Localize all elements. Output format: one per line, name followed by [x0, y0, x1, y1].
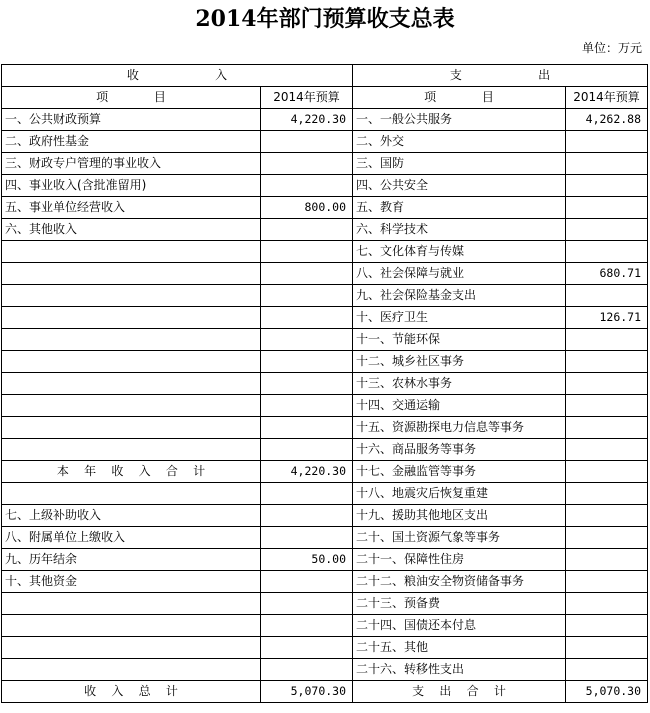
- income-item-cell: [2, 241, 261, 263]
- expense-value-cell: [566, 395, 648, 417]
- page-title: 2014年部门预算收支总表: [195, 6, 455, 32]
- expense-item-cell: 十八、地震灾后恢复重建: [353, 483, 566, 505]
- table-row: [2, 131, 648, 153]
- table-row: [2, 417, 648, 439]
- income-value-cell: [261, 527, 353, 549]
- table-row: [2, 637, 648, 659]
- income-value-cell: [261, 615, 353, 637]
- expense-item-cell: 十九、援助其他地区支出: [353, 505, 566, 527]
- expense-value-cell: [566, 153, 648, 175]
- expense-value-cell: [566, 131, 648, 153]
- table-row: [2, 549, 648, 571]
- table-row: [2, 571, 648, 593]
- table-row: [2, 439, 648, 461]
- expense-budget-header: 2014年预算: [566, 87, 648, 109]
- expense-item-cell: 七、文化体育与传媒: [353, 241, 566, 263]
- expense-value-cell: [566, 175, 648, 197]
- table-row: [2, 483, 648, 505]
- expense-value-cell: 4,262.88: [566, 109, 648, 131]
- income-item-cell: 十、其他资金: [2, 571, 261, 593]
- expense-value-cell: [566, 241, 648, 263]
- income-item-cell: [2, 593, 261, 615]
- table-row: [2, 527, 648, 549]
- expense-value-cell: [566, 329, 648, 351]
- income-item-cell: [2, 351, 261, 373]
- expense-item-cell: 十二、城乡社区事务: [353, 351, 566, 373]
- expense-value-cell: [566, 549, 648, 571]
- expense-value-cell: [566, 439, 648, 461]
- expense-value-cell: [566, 373, 648, 395]
- expense-value-cell: [566, 527, 648, 549]
- expense-item-cell: 二十一、保障性住房: [353, 549, 566, 571]
- expense-item-cell: 十六、商品服务等事务: [353, 439, 566, 461]
- income-value-cell: 800.00: [261, 197, 353, 219]
- income-total-value: 5,070.30: [261, 681, 353, 703]
- expense-item-cell: 二十三、预备费: [353, 593, 566, 615]
- income-item-cell: 六、其他收入: [2, 219, 261, 241]
- expense-item-header: 项 目: [353, 87, 566, 109]
- table-row: [2, 109, 648, 131]
- expense-item-cell: 十三、农林水事务: [353, 373, 566, 395]
- income-item-cell: 三、财政专户管理的事业收入: [2, 153, 261, 175]
- expense-value-cell: [566, 351, 648, 373]
- expense-value-cell: 126.71: [566, 307, 648, 329]
- expense-total-value: 5,070.30: [566, 681, 648, 703]
- unit-label: 单位：万元: [581, 41, 642, 55]
- income-item-cell: 七、上级补助收入: [2, 505, 261, 527]
- income-value-cell: [261, 329, 353, 351]
- expense-value-cell: [566, 637, 648, 659]
- section-header-row: [2, 65, 648, 87]
- income-value-cell: [261, 285, 353, 307]
- income-value-cell: [261, 263, 353, 285]
- income-value-cell: [261, 175, 353, 197]
- table-row: [2, 461, 648, 483]
- expense-item-cell: 十四、交通运输: [353, 395, 566, 417]
- table-row: [2, 351, 648, 373]
- table-row: [2, 593, 648, 615]
- income-item-cell: [2, 615, 261, 637]
- income-item-cell: [2, 285, 261, 307]
- expense-item-cell: 三、国防: [353, 153, 566, 175]
- expense-item-cell: 十、医疗卫生: [353, 307, 566, 329]
- income-value-cell: 4,220.30: [261, 461, 353, 483]
- expense-item-cell: 六、科学技术: [353, 219, 566, 241]
- expense-item-cell: 二十二、粮油安全物资储备事务: [353, 571, 566, 593]
- income-value-cell: [261, 307, 353, 329]
- expense-value-cell: [566, 593, 648, 615]
- table-row: [2, 307, 648, 329]
- income-value-cell: [261, 417, 353, 439]
- income-value-cell: [261, 395, 353, 417]
- column-header-row: [2, 87, 648, 109]
- income-item-cell: 本 年 收 入 合 计: [2, 461, 261, 483]
- income-item-cell: [2, 373, 261, 395]
- income-total-label: 收 入 总 计: [2, 681, 261, 703]
- income-header: 收 入: [2, 65, 353, 87]
- expense-value-cell: [566, 505, 648, 527]
- income-value-cell: [261, 241, 353, 263]
- income-value-cell: [261, 659, 353, 681]
- income-item-cell: 四、事业收入(含批准留用): [2, 175, 261, 197]
- income-item-cell: [2, 417, 261, 439]
- expense-item-cell: 十五、资源勘探电力信息等事务: [353, 417, 566, 439]
- income-item-cell: [2, 659, 261, 681]
- expense-header: 支 出: [353, 65, 648, 87]
- expense-item-cell: 二十六、转移性支出: [353, 659, 566, 681]
- income-item-cell: [2, 307, 261, 329]
- income-item-cell: [2, 263, 261, 285]
- income-value-cell: [261, 593, 353, 615]
- expense-item-cell: 九、社会保险基金支出: [353, 285, 566, 307]
- table-row: [2, 505, 648, 527]
- table-row: [2, 659, 648, 681]
- expense-value-cell: [566, 483, 648, 505]
- expense-value-cell: [566, 219, 648, 241]
- income-value-cell: [261, 637, 353, 659]
- expense-value-cell: [566, 659, 648, 681]
- income-value-cell: [261, 505, 353, 527]
- table-row: [2, 197, 648, 219]
- table-row: [2, 153, 648, 175]
- income-budget-header: 2014年预算: [261, 87, 353, 109]
- expense-value-cell: [566, 461, 648, 483]
- income-item-cell: [2, 439, 261, 461]
- budget-table: [1, 64, 648, 703]
- expense-value-cell: [566, 197, 648, 219]
- table-row: [2, 241, 648, 263]
- expense-item-cell: 二、外交: [353, 131, 566, 153]
- table-row: [2, 219, 648, 241]
- expense-value-cell: [566, 285, 648, 307]
- table-row: [2, 175, 648, 197]
- income-item-cell: [2, 483, 261, 505]
- income-item-cell: 五、事业单位经营收入: [2, 197, 261, 219]
- income-value-cell: [261, 373, 353, 395]
- table-row: [2, 615, 648, 637]
- income-item-cell: 二、政府性基金: [2, 131, 261, 153]
- expense-item-cell: 二十五、其他: [353, 637, 566, 659]
- income-item-cell: [2, 637, 261, 659]
- expense-item-cell: 八、社会保障与就业: [353, 263, 566, 285]
- expense-item-cell: 五、教育: [353, 197, 566, 219]
- income-value-cell: [261, 571, 353, 593]
- table-row: [2, 395, 648, 417]
- table-row: [2, 263, 648, 285]
- expense-item-cell: 二十四、国债还本付息: [353, 615, 566, 637]
- income-value-cell: [261, 219, 353, 241]
- income-value-cell: 4,220.30: [261, 109, 353, 131]
- income-value-cell: [261, 439, 353, 461]
- income-item-cell: [2, 329, 261, 351]
- income-value-cell: 50.00: [261, 549, 353, 571]
- expense-item-cell: 十七、金融监管等事务: [353, 461, 566, 483]
- income-value-cell: [261, 351, 353, 373]
- income-item-cell: 九、历年结余: [2, 549, 261, 571]
- table-row: [2, 329, 648, 351]
- expense-item-cell: 一、一般公共服务: [353, 109, 566, 131]
- income-value-cell: [261, 153, 353, 175]
- expense-item-cell: 四、公共安全: [353, 175, 566, 197]
- expense-value-cell: [566, 571, 648, 593]
- table-row: [2, 285, 648, 307]
- income-item-header: 项 目: [2, 87, 261, 109]
- table-row: [2, 373, 648, 395]
- income-item-cell: 一、公共财政预算: [2, 109, 261, 131]
- income-item-cell: 八、附属单位上缴收入: [2, 527, 261, 549]
- income-value-cell: [261, 131, 353, 153]
- totals-row: [2, 681, 648, 703]
- expense-item-cell: 二十、国土资源气象等事务: [353, 527, 566, 549]
- expense-value-cell: [566, 615, 648, 637]
- expense-total-label: 支 出 合 计: [353, 681, 566, 703]
- income-item-cell: [2, 395, 261, 417]
- expense-value-cell: [566, 417, 648, 439]
- expense-item-cell: 十一、节能环保: [353, 329, 566, 351]
- expense-value-cell: 680.71: [566, 263, 648, 285]
- income-value-cell: [261, 483, 353, 505]
